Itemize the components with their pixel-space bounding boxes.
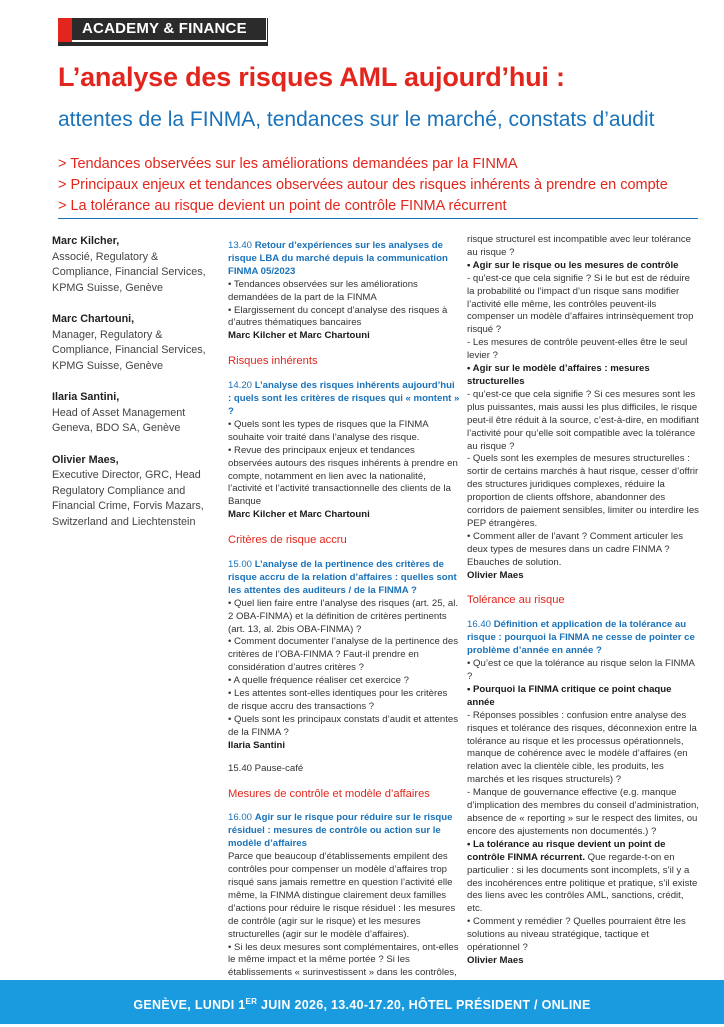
speaker [52,312,212,374]
key-point: > Principaux enjeux et tendances observées autour des risques inhérents à prendre en compte [58,177,668,193]
brand-accent [58,18,72,42]
session-paragraph: - qu’est-ce que cela signifie ? Si ces mesures sont les plus puissantes, mais aussi les plus difficiles, le risque peut-il être réduit à la source, c’est-à-dire, en modifiant l’activité pour qu’elle soit compatible avec la tolérance au risque ? [467,388,699,452]
session-item: • Quels sont les principaux constats d’audit et attentes de la FINMA ? [228,713,459,738]
pause-item: 15.40 Pause-café [228,762,304,774]
section-heading: Tolérance au risque [467,594,565,607]
footer-text-post: JUIN 2026, 13.40-17.20, HÔTEL PRÉSIDENT / ONLINE [257,998,591,1013]
session-speakers: Marc Kilcher et Marc Chartouni [228,509,370,521]
session-speakers: Olivier Maes [467,954,524,966]
session-title [467,619,699,658]
session-time: 16.00 [228,812,253,824]
session-speakers: Ilaria Santini [228,739,286,751]
session-paragraph: risque structurel est incompatible avec leur tolérance au risque ? [467,234,691,258]
session-subheading: • Pourquoi la FINMA critique ce point chaque année [467,683,672,708]
footer-text-pre: GENÈVE, LUNDI 1 [133,998,246,1013]
session-speakers: Marc Kilcher et Marc Chartouni [228,330,370,342]
speaker [52,453,212,531]
session-heading: L’analyse de la pertinence des critères de risque accru de la relation d’affaires : quelles sont les attentes des auditeurs / de la FINMA ? [228,559,457,596]
session-item: • Les attentes sont-elles identiques pour les critères de risque accru des transactions ? [228,688,448,712]
session-paragraph: - qu’est-ce que cela signifie ? Si le but est de réduire la probabilité ou l’impact d’un risque sans modifier l’activité elle même, les contrôles peuvent-ils compenser un modèle d’affaires intrinsèquement trop risqué ? [467,272,694,336]
footer-sup: ER [245,997,258,1006]
session-item: • Comment y remédier ? Quelles pourraient être les solutions au niveau stratégique, tactique et opérationnel ? [467,916,686,954]
section-heading: Critères de risque accru [228,534,347,547]
key-points [58,154,698,217]
session-paragraph: - Manque de gouvernance effective (e.g. manque d’implication des membres du conseil d’administration, absence de « reporting » sur le respect des limites, ou encore des ajustements non documentés.) ? [467,787,699,837]
session-subheading: • Agir sur le risque ou les mesures de contrôle [467,259,679,271]
key-point: > La tolérance au risque devient un point de contrôle FINMA récurrent [58,198,507,214]
speaker-role: Executive Director, GRC, Head Regulatory Compliance and Financial Crime, Forvis Mazars, Switzerland and Liechtenstein [52,469,204,528]
session-subheading: • Agir sur le modèle d’affaires : mesures structurelles [467,363,650,387]
session-item: • Revue des principaux enjeux et tendances observées autours des risques inhérents à prendre en compte, notamment en lien avec la nationalité, l’activité et l’activité transactionnelle des clients de la Banque [228,444,458,508]
session-item-emphasis: • La tolérance au risque devient un point de contrôle FINMA récurrent. [467,838,666,863]
speaker-name: Ilaria Santini, [52,391,120,403]
session-paragraph: Parce que beaucoup d’établissements empilent des contrôles pour compenser un modèle d’affaires trop risqué sans jamais remettre en question l’activité elle même, la FINMA distingue clairement deux familles d’actions pour réduire le risque résiduel : les mesures de contrôle (agir sur le risque) et les mesures structurelles (agir sur le modèle d’affaires). [228,851,456,940]
page-title: L’analyse des risques AML aujourd’hui : [58,62,565,92]
session-title [228,559,460,598]
session-title [228,380,460,419]
session-item: • A quelle fréquence réaliser cet exercice ? [228,675,409,687]
speakers-column [52,234,212,546]
session-paragraph: • Comment aller de l’avant ? Comment articuler les deux types de mesures dans un cadre FINMA ? Ebauches de solution. [467,530,684,568]
session-item: • Si les deux mesures sont complémentaires, ont-elles le même impact et la même portée ? Si les établissements « surinvestissent » dans les contrôles, [228,941,459,979]
key-point: > Tendances observées sur les améliorations demandées par la FINMA [58,156,518,172]
session-item-text: Que regarde-t-on en particulier : si les documents sont incomplets, s’il y a des incohérences entre politique et pratique, s’il existe des liens avec les contrôles AML, sanctions, crédit, etc. [467,851,698,915]
speaker-role: Head of Asset Management Geneva, BDO SA, Genève [52,406,186,434]
section-heading: Mesures de contrôle et modèle d’affaires [228,787,430,800]
divider [58,218,698,219]
program-column-1 [228,234,460,993]
session-paragraph: - Réponses possibles : confusion entre analyse des risques et tolérance des risques, déconnexion entre la tolérance au risque et les processus opérationnels, manque de cohérence avec le modèle d’affaires (en relation avec la clientèle cible, les produits, les marchés et les risques structurels) ? [467,709,697,786]
session-item: • Quel lien faire entre l’analyse des risques (art. 25, al. 2 OBA-FINMA) et la définition de critères pertinents (art. 13, al. 2bis OBA-FINMA) ? [228,597,458,635]
session-item: • Comment documenter l’analyse de la pertinence des critères de l’OBA-FINMA ? Faut-il prendre en considération d’autres critères ? [228,636,459,674]
session-time: 16.40 [467,619,492,631]
session-item: • Elargissement du concept d’analyse des risques à d’autres thématiques bancaires [228,304,448,329]
session-item [467,839,699,916]
program-column-2 [467,234,699,1001]
session-heading: Agir sur le risque pour réduire sur le risque résiduel : mesures de contrôle ou action sur le modèle d’affaires [228,812,453,850]
session-time: 13.40 [228,240,253,251]
speaker-role: Associé, Regulatory & Compliance, Financial Services, KPMG Suisse, Genève [52,250,206,294]
brand-label: ACADEMY & FINANCE [72,18,266,40]
speaker-role: Manager, Regulatory & Compliance, Financial Services, KPMG Suisse, Genève [52,328,206,372]
speaker [52,234,212,296]
speaker-name: Marc Chartouni, [52,313,135,325]
session-title [228,812,460,851]
event-footer [0,980,724,1024]
session-paragraph: - Quels sont les exemples de mesures structurelles : sortir de certains marchés à haut risque, cesser d’offrir des structures juridiques complexes, réduire la proportion de clients offshore, abandonner des corridors de paiement sensibles, limiter ou interdire les PEP étrangères. [467,453,699,529]
session-heading: Retour d’expériences sur les analyses de risque LBA du marché depuis la communication FINMA 05/2023 [228,240,448,277]
session-time: 15.00 [228,559,253,571]
session-heading: Définition et application de la tolérance au risque : pourquoi la FINMA ne cesse de pointer ce problème d’année en année ? [467,619,695,657]
session-title [228,240,460,279]
brand-underline [58,42,268,46]
page-subtitle: attentes de la FINMA, tendances sur le marché, constats d’audit [58,108,655,131]
speaker-name: Marc Kilcher, [52,235,120,247]
session-item: • Qu’est ce que la tolérance au risque selon la FINMA ? [467,658,695,682]
session-item: • Tendances observées sur les améliorations demandées de la part de la FINMA [228,278,418,303]
section-heading: Risques inhérents [228,355,318,368]
speaker [52,390,212,437]
session-heading: L’analyse des risques inhérents aujourd’hui : quels sont les critères de risques qui « montent » ? [228,380,460,417]
session-time: 14.20 [228,380,253,392]
session-item: • Quels sont les types de risques que la FINMA souhaite voir traité dans l’analyse des risque. [228,418,429,443]
session-paragraph: - Les mesures de contrôle peuvent-elles être le seul levier ? [467,337,688,362]
session-speakers: Olivier Maes [467,569,524,581]
speaker-name: Olivier Maes, [52,453,119,466]
